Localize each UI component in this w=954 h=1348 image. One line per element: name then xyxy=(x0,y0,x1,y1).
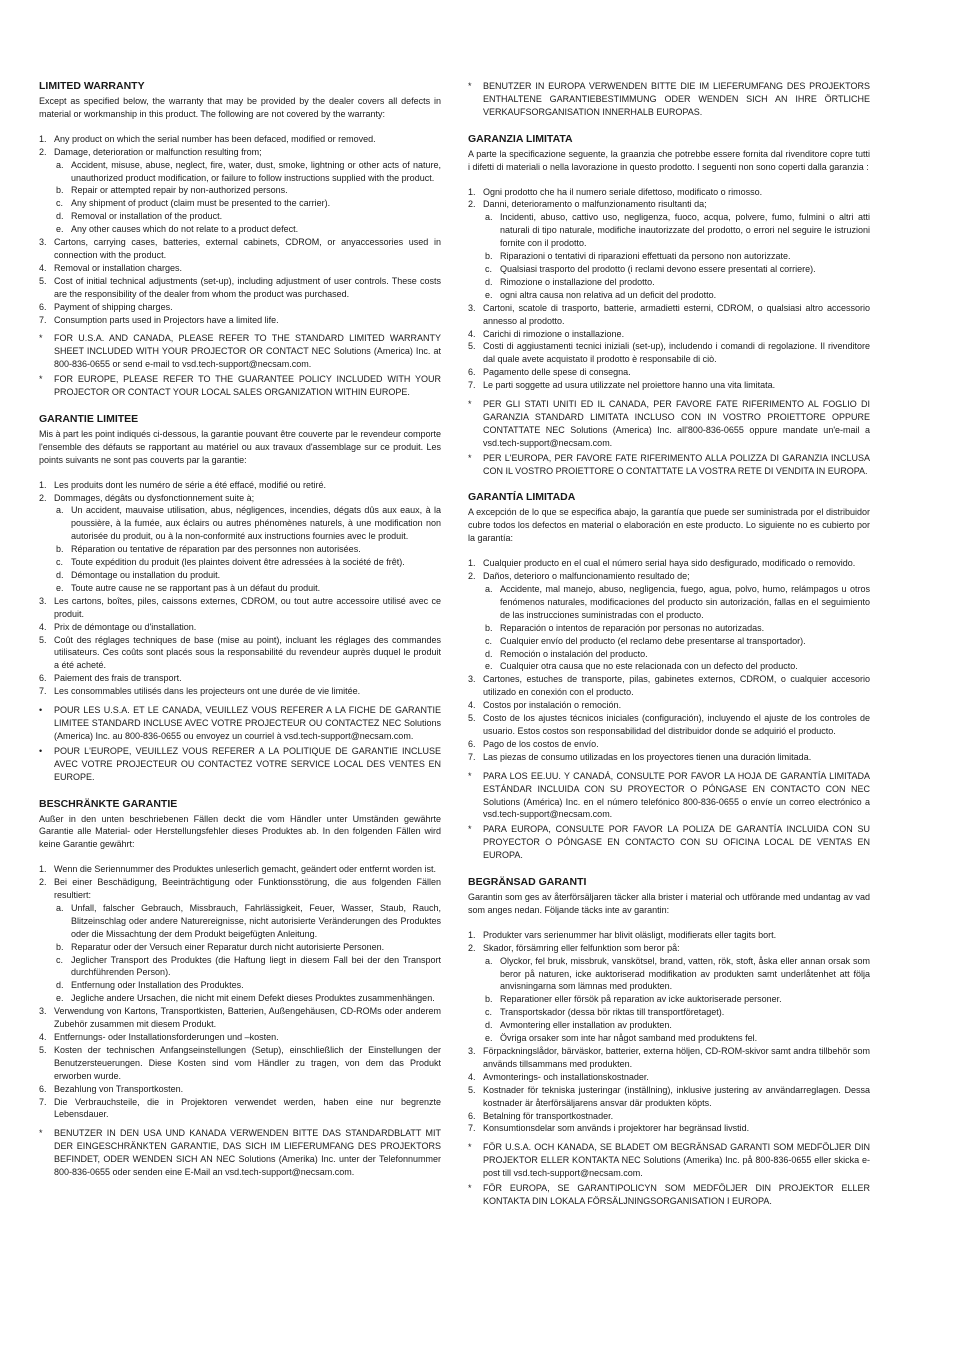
sub-item-letter: b. xyxy=(485,994,493,1005)
item-number: 2. xyxy=(39,146,47,157)
section-title: BESCHRÄNKTE GARANTIE xyxy=(39,797,178,810)
item-text: Pagamento delle spese di consegna. xyxy=(483,367,631,378)
exclusion-item xyxy=(468,751,870,764)
item-text: Kosten der technischen Anfangseinstellungen (Setup), einschließlich der Einstellungen der Benutzersteuerungen. Diese Kosten sind vom Händler zu tragen, von dem das Produkt erworben wurde. xyxy=(54,1044,441,1081)
item-number: 6. xyxy=(39,1083,47,1094)
sub-list xyxy=(483,583,870,673)
section-intro: Garantin som ges av återförsäljaren täcker alla brister i material och utförande med undantag av vad som anges nedan. Följande täcks inte av garantin: xyxy=(468,892,870,915)
exclusion-item xyxy=(39,685,441,698)
sub-item-letter: a. xyxy=(485,955,493,966)
item-number: 5. xyxy=(39,634,47,645)
exclusion-item xyxy=(468,186,870,199)
item-text: Betalning för transportkostnader. xyxy=(483,1110,614,1121)
regional-note xyxy=(468,1141,870,1180)
sub-item xyxy=(483,1006,870,1019)
sub-item-letter: b. xyxy=(56,544,64,555)
item-text: Coût des réglages techniques de base (mise au point), incluant les réglages des commandes utilisateurs. Ces coûts sont placés sous la responsabilité du revendeur auprès duquel le produit a été acheté. xyxy=(54,634,441,671)
note-marker: • xyxy=(39,705,43,716)
item-number: 3. xyxy=(39,237,47,248)
section-title: GARANTÍA LIMITADA xyxy=(468,491,576,504)
sub-item-text: Övriga orsaker som inte har något samband med produktens fel. xyxy=(500,1033,758,1044)
exclusion-item xyxy=(468,673,870,699)
item-number: 1. xyxy=(39,479,47,490)
item-text: Las piezas de consumo utilizadas en los proyectores tienen una duración limitada. xyxy=(483,751,812,762)
sub-item-letter: e. xyxy=(485,661,493,672)
sub-list xyxy=(54,159,441,236)
sub-item-text: Remoción o instalación del producto. xyxy=(500,648,648,659)
exclusion-item xyxy=(468,328,870,341)
sub-item-text: Transportskador (dessa bör riktas till transportföretaget). xyxy=(500,1007,725,1018)
exclusion-item xyxy=(468,699,870,712)
item-number: 6. xyxy=(39,673,47,684)
item-text: Förpackningslådor, bärväskor, batterier, externa höljen, CD-ROM-skivor samt andra tillbehör som används tillsammans med produkten. xyxy=(483,1046,870,1069)
sub-item-letter: b. xyxy=(56,185,64,196)
warranty-section xyxy=(468,876,870,1208)
item-number: 4. xyxy=(39,621,47,632)
sub-item xyxy=(54,556,441,569)
sub-item-text: Toute expédition du produit (les plaintes doivent être adressées à la société de frêt). xyxy=(71,557,405,568)
regional-note xyxy=(468,398,870,450)
exclusion-item xyxy=(468,379,870,392)
note-marker: • xyxy=(39,745,43,756)
regional-note xyxy=(468,823,870,862)
item-number: 2. xyxy=(468,199,476,210)
regional-note xyxy=(39,704,441,743)
note-text: PARA EUROPA, CONSULTE POR FAVOR LA POLIZA DE GARANTÍA INCLUIDA CON SU PROYECTOR O PÓNGASE EN CONTACTO CON SU OFICINA LOCAL DE VENTAS EN EUROPA. xyxy=(483,824,870,861)
item-text: Konsumtionsdelar som används i projektorer har begränsad livstid. xyxy=(483,1123,750,1134)
sub-item-text: Jegliche andere Ursachen, die nicht mit einem Defekt dieses Produktes zusammenhängen. xyxy=(71,993,435,1004)
item-number: 7. xyxy=(468,1123,476,1134)
exclusion-item xyxy=(468,302,870,328)
item-text: Entfernungs- oder Installationsforderungen und –kosten. xyxy=(54,1032,279,1042)
sub-item-text: Réparation ou tentative de réparation par des personnes non autorisées. xyxy=(71,544,361,555)
note-text: POUR LES U.S.A. ET LE CANADA, VEUILLEZ VOUS REFERER A LA FICHE DE GARANTIE LIMITEE STANDARD INCLUSE AVEC VOTRE PROJECTEUR OU CONTACTEZ NEC Solutions (America) Inc. au 800-836-0655 ou envoyez un courriel à vsd.tech-support@necsam.com. xyxy=(54,705,441,741)
exclusion-item xyxy=(39,314,441,327)
sub-item-letter: c. xyxy=(56,198,64,209)
note-text: FÖR EUROPA, SE GARANTIPOLICYN SOM MEDFÖLJER DIN PROJEKTOR ELLER KONTAKTA DIN LOKALA FÖRSÄLJNINGSORGANISATION I EUROPA. xyxy=(483,1183,870,1206)
sub-item-text: Démontage ou installation du produit. xyxy=(71,570,221,580)
item-text: Any product on which the serial number has been defaced, modified or removed. xyxy=(54,133,376,144)
section-intro: Except as specified below, the warranty that may be provided by the dealer covers all defects in material or workmanship in this product. The following are not covered by the warranty: xyxy=(39,96,441,119)
item-number: 4. xyxy=(39,1032,47,1042)
sub-item xyxy=(54,223,441,236)
sub-item-letter: d. xyxy=(56,211,64,222)
note-text: FOR EUROPE, PLEASE REFER TO THE GUARANTEE POLICY INCLUDED WITH YOUR PROJECTOR OR CONTACT YOUR LOCAL SALES ORGANIZATION WITHIN EUROPE. xyxy=(54,374,441,398)
regional-notes xyxy=(468,398,870,477)
sub-item-letter: d. xyxy=(485,276,493,287)
item-text: Paiement des frais de transport. xyxy=(54,673,182,684)
sub-item-letter: e. xyxy=(56,993,64,1004)
note-marker: * xyxy=(468,1142,472,1153)
exclusion-list xyxy=(468,929,870,1136)
sub-item-text: Incidenti, abuso, cattivo uso, negligenza, fuoco, acqua, polvere, fumo, fulmini o altri atti naturali di tipo naturale, modifiche inautorizzate del prodotto, o errori nel seguire le istruzioni fornite con il prodotto. xyxy=(500,212,870,249)
item-text: Avmonterings- och installationskostnader. xyxy=(483,1071,649,1082)
sub-item xyxy=(54,197,441,210)
item-number: 1. xyxy=(468,186,476,197)
sub-item-text: Any shipment of product (claim must be presented to the carrier). xyxy=(71,198,331,209)
sub-item-letter: a. xyxy=(56,159,64,170)
note-marker: * xyxy=(468,399,472,410)
sub-item xyxy=(483,250,870,263)
sub-list xyxy=(54,504,441,594)
exclusion-list xyxy=(39,863,441,1121)
sub-item-text: Toute autre cause ne se rapportant pas à un défaut du produit. xyxy=(71,582,321,593)
exclusion-list xyxy=(39,133,441,327)
exclusion-item xyxy=(39,492,441,595)
sub-item xyxy=(54,184,441,197)
item-number: 7. xyxy=(39,314,47,325)
note-marker: * xyxy=(468,81,472,91)
item-number: 1. xyxy=(468,929,476,940)
item-text: Ogni prodotto che ha il numero seriale difettoso, modificato o rimosso. xyxy=(483,186,763,197)
item-text: Consumption parts used in Projectors have a limited life. xyxy=(54,314,279,325)
sub-item-letter: c. xyxy=(56,954,64,965)
sub-list xyxy=(54,902,441,1005)
section-title: BEGRÄNSAD GARANTI xyxy=(468,876,587,889)
exclusion-item xyxy=(39,262,441,275)
item-text: Costos por instalación o remoción. xyxy=(483,700,622,711)
item-number: 3. xyxy=(39,595,47,606)
sub-item xyxy=(54,992,441,1005)
sub-item xyxy=(483,660,870,673)
item-text: Les consommables utilisés dans les projecteurs ont une durée de vie limitée. xyxy=(54,686,361,697)
item-number: 4. xyxy=(468,1071,476,1082)
item-number: 5. xyxy=(39,275,47,286)
regional-note xyxy=(468,1182,870,1208)
sub-item-text: Accident, misuse, abuse, neglect, fire, water, dust, smoke, lightning or other acts of nature, unauthorized product modification, or failure to follow instructions supplied with the product. xyxy=(71,159,441,183)
sub-item-text: Riparazioni o tentativi di riparazioni effettuati da persono non autorizzate. xyxy=(500,251,791,262)
section-title: GARANZIA LIMITATA xyxy=(468,132,573,145)
exclusion-list xyxy=(468,186,870,393)
exclusion-list xyxy=(468,557,870,764)
item-text: Dommages, dégâts ou dysfonctionnement suite à; xyxy=(54,492,255,503)
item-text: Cost of initial technical adjustments (set-up), including adjustment of user controls. These costs are the responsibility of the dealer from whom the product was purchased. xyxy=(54,275,441,299)
exclusion-list xyxy=(39,479,441,698)
regional-notes xyxy=(468,770,870,862)
exclusion-item xyxy=(39,275,441,301)
sub-item xyxy=(483,993,870,1006)
sub-item-text: Cualquier envío del producto (el reclamo debe presentarse al transportador). xyxy=(500,635,806,646)
exclusion-item xyxy=(468,557,870,570)
item-text: Cartons, carrying cases, batteries, external cabinets, CDROM, or anyaccessories used in connection with the product. xyxy=(54,237,441,260)
item-number: 1. xyxy=(39,133,47,144)
sub-item-letter: a. xyxy=(56,505,64,516)
exclusion-item xyxy=(39,1005,441,1031)
regional-note xyxy=(468,452,870,478)
regional-note xyxy=(39,1127,441,1179)
item-text: Produkter vars serienummer har blivit oläsligt, modifierats eller tagits bort. xyxy=(483,929,777,940)
sub-list xyxy=(483,955,870,1045)
item-number: 4. xyxy=(468,328,476,339)
sub-item-letter: c. xyxy=(485,635,493,646)
item-text: Cartones, estuches de transporte, pilas, gabinetes externos, CDROM, o cualquier accesorio utilizado en conexión con el producto. xyxy=(483,674,870,698)
item-number: 3. xyxy=(468,302,476,313)
regional-note xyxy=(39,332,441,371)
exclusion-item xyxy=(468,1110,870,1123)
item-text: Skador, försämring eller felfunktion som beror på: xyxy=(483,942,680,953)
warranty-section xyxy=(39,413,441,784)
note-marker: * xyxy=(468,452,472,463)
sub-item xyxy=(54,582,441,595)
item-text: Die Verbrauchsteile, die in Projektoren verwendet werden, haben eine nur begrenzte Lebensdauer. xyxy=(54,1096,441,1120)
sub-item-letter: b. xyxy=(485,251,493,262)
exclusion-item xyxy=(39,621,441,634)
sub-item-text: Reparatur oder der Versuch einer Reparatur durch nicht autorisierte Personen. xyxy=(71,941,385,952)
sub-item xyxy=(483,289,870,302)
sub-item xyxy=(54,954,441,980)
sub-item-text: Qualsiasi trasporto del prodotto (i reclami devono essere presentati al corriere). xyxy=(500,263,816,274)
note-marker: * xyxy=(468,824,472,835)
exclusion-item xyxy=(39,876,441,1005)
note-marker: * xyxy=(39,333,43,344)
note-text: POUR L'EUROPE, VEUILLEZ VOUS REFERER A LA POLITIQUE DE GARANTIE INCLUSE AVEC VOTRE PROJECTEUR OU CONTACTEZ VOTRE SERVICE LOCAL DES VENTES EN EUROPE. xyxy=(54,745,441,782)
warranty-section xyxy=(468,133,870,478)
sub-item-text: ogni altra causa non relativa ad un deficit del prodotto. xyxy=(500,289,717,300)
section-intro: A parte la specificazione seguente, la graanzia che potrebbe essere fornita dal rivenditore copre tutti i difetti di materiali o nella lavorazione in questo prodotto. I seguenti non sono coperti dalla garanzia : xyxy=(468,148,870,172)
exclusion-item xyxy=(468,929,870,942)
item-text: Danni, deterioramento o malfunzionamento risultanti da; xyxy=(483,199,707,210)
exclusion-item xyxy=(468,340,870,366)
sub-item xyxy=(483,276,870,289)
sub-item-letter: d. xyxy=(485,648,493,659)
item-number: 2. xyxy=(468,571,476,582)
item-number: 3. xyxy=(468,674,476,685)
right-column xyxy=(468,80,870,1222)
note-text: BENUTZER IN DEN USA UND KANADA VERWENDEN BITTE DAS STANDARDBLATT MIT DER EINGESCHRÄNKTEN GARANTIE, DAS SICH IM LIEFERUMFANG DES PROJEKTORS BEFINDET, ODER WENDEN SICH AN NEC Solutions (Amerika) Inc. unter der Telefonnummer 800-836-0655 oder senden eine E-Mail an vsd.tech-support@necsam.com. xyxy=(54,1128,441,1178)
item-number: 7. xyxy=(39,686,47,697)
exclusion-item xyxy=(39,1083,441,1096)
sub-item-letter: a. xyxy=(485,584,493,594)
item-number: 6. xyxy=(468,367,476,378)
item-number: 1. xyxy=(39,864,47,875)
regional-note xyxy=(468,80,870,119)
exclusion-item xyxy=(39,1044,441,1083)
sub-item-letter: b. xyxy=(485,622,493,633)
sub-item-letter: b. xyxy=(56,941,64,952)
exclusion-item xyxy=(468,198,870,301)
item-text: Verwendung von Kartons, Transportkisten, Batterien, Außengehäusen, CD-ROMs oder anderem Zubehör zusammen mit diesem Produkt. xyxy=(54,1006,441,1030)
sub-item xyxy=(54,941,441,954)
note-text: BENUTZER IN EUROPA VERWENDEN BITTE DIE IM LIEFERUMFANG DES PROJEKTORS ENTHALTENE GARANTIEBESTIMMUNG ODER WENDEN SICH AN IHRE ÖRTLICHE VERKAUFSORGANISATION INNERHALB EUROPAS. xyxy=(483,81,870,117)
exclusion-item xyxy=(39,301,441,314)
regional-notes xyxy=(39,1127,441,1179)
sub-item xyxy=(54,569,441,582)
exclusion-item xyxy=(39,863,441,876)
exclusion-item xyxy=(468,942,870,1045)
item-text: Costi di aggiustamenti tecnici iniziali (set-up), includendo i comandi di regolazione. Il rivenditore dal quale avete acquistato il prodotto è responsabile di ciò. xyxy=(483,341,870,365)
sub-item xyxy=(483,1032,870,1045)
section-intro: A excepción de lo que se especifica abajo, la garantía que puede ser suministrada por el distribuidor cubre todos los defectos en material o elaboración en este producto. Lo siguiente no es cubierto por la garantía: xyxy=(468,507,870,544)
item-text: Cualquier producto en el cual el número serial haya sido desfigurado, modificado o removido. xyxy=(483,558,856,569)
item-number: 5. xyxy=(468,713,476,724)
sub-item-text: Repair or attempted repair by non-authorized persons. xyxy=(71,185,288,196)
item-text: Les produits dont les numéro de série a été effacé, modifié ou retiré. xyxy=(54,479,326,490)
sub-item-letter: a. xyxy=(485,212,493,223)
sub-item xyxy=(54,979,441,992)
item-number: 6. xyxy=(468,738,476,749)
exclusion-item xyxy=(39,634,441,673)
sub-item-text: Reparationer eller försök på reparation av icke auktoriserade personer. xyxy=(500,994,782,1005)
item-text: Le parti soggette ad usura utilizzate nel proiettore hanno una vita limitata. xyxy=(483,380,776,391)
sub-item xyxy=(54,159,441,185)
section-intro: Außer in den unten beschriebenen Fällen deckt die vom Händler unter Umständen gewährte Garantie alle Material- oder Herstellungsfehler dieses Produktes ab. In den folgenden Fällen wird keine Garantie gewährt: xyxy=(39,813,441,850)
sub-item-text: Un accident, mauvaise utilisation, abus, négligences, incendies, dégats dûs aux eaux, à la poussière, à la fumée, aux éclairs ou autres phénomènes naturels, à une modification non autorisée du produit, ou à la non-conformité aux instructions fournies avec le produit. xyxy=(71,505,441,542)
sub-item xyxy=(483,263,870,276)
item-number: 7. xyxy=(39,1096,47,1107)
sub-item-letter: c. xyxy=(485,263,493,274)
item-number: 2. xyxy=(39,877,47,888)
sub-item-text: Reparación o intentos de reparación por personas no autorizadas. xyxy=(500,622,765,633)
left-column xyxy=(39,80,441,1193)
item-number: 5. xyxy=(468,1084,476,1095)
item-text: Cartoni, scatole di trasporto, batterie, armadietti esterni, CDROM, o qualsiasi altro accessorio annesso al prodotto. xyxy=(483,302,870,326)
exclusion-item xyxy=(39,1031,441,1044)
sub-item-text: Avmontering eller installation av produkten. xyxy=(500,1020,672,1031)
sub-item-letter: d. xyxy=(56,980,64,991)
note-text: FÖR U.S.A. OCH KANADA, SE BLADET OM BEGRÄNSAD GARANTI SOM MEDFÖLJER DIN PROJEKTOR ELLER KONTAKTA NEC Solutions (Amerika) Inc. på 800-836-0655 eller skicka e-post till vsd.tech-support@necsam.com. xyxy=(483,1142,870,1179)
item-number: 7. xyxy=(468,380,476,391)
item-text: Daños, deterioro o malfuncionamiento resultado de; xyxy=(483,571,690,582)
item-number: 5. xyxy=(39,1044,47,1055)
sub-item-letter: e. xyxy=(56,582,64,593)
sub-item xyxy=(483,955,870,994)
sub-list xyxy=(483,211,870,301)
sub-item xyxy=(483,211,870,250)
item-number: 4. xyxy=(468,700,476,711)
sub-item-letter: c. xyxy=(56,557,64,568)
regional-note xyxy=(468,770,870,822)
sub-item xyxy=(54,543,441,556)
item-number: 3. xyxy=(39,1006,47,1017)
sub-item xyxy=(54,902,441,941)
sub-item-letter: d. xyxy=(485,1020,493,1031)
item-text: Costo de los ajustes técnicos iniciales (configuración), incluyendo el ajuste de los controles de usuario. Estos costos son responsabilidad del distribuidor donde se adquirió el producto. xyxy=(483,713,870,736)
item-text: Wenn die Seriennummer des Produktes unleserlich gemacht, geändert oder entfernt worden ist. xyxy=(54,864,437,875)
sub-item xyxy=(483,583,870,622)
sub-item xyxy=(54,210,441,223)
sub-item-text: Accidente, mal manejo, abuso, negligencia, fuego, agua, polvo, humo, relámpagos u otros fenómenos naturales, modificaciones del producto sin autorización, fallas en el seguimiento de las instrucciones suministradas con el producto. xyxy=(500,584,870,620)
item-text: Bei einer Beschädigung, Beeinträchtigung oder Funktionsstörung, die aus folgenden Fällen resultiert: xyxy=(54,877,441,901)
warranty-section xyxy=(39,80,441,399)
sub-item xyxy=(483,635,870,648)
sub-item-letter: e. xyxy=(485,1033,493,1044)
item-number: 6. xyxy=(39,301,47,312)
item-number: 2. xyxy=(39,492,47,503)
sub-item-text: Rimozione o installazione del prodotto. xyxy=(500,276,655,287)
exclusion-item xyxy=(468,1122,870,1135)
exclusion-item xyxy=(468,570,870,673)
sub-item xyxy=(483,1019,870,1032)
exclusion-item xyxy=(39,236,441,262)
item-number: 3. xyxy=(468,1046,476,1056)
sub-item-text: Jeglicher Transport des Produktes (die Haftung liegt in diesem Fall bei der den Transport durchführenden Person). xyxy=(71,954,441,978)
exclusion-item xyxy=(468,1071,870,1084)
sub-item-letter: c. xyxy=(485,1007,493,1018)
regional-notes xyxy=(39,704,441,783)
item-number: 1. xyxy=(468,558,476,569)
sub-item xyxy=(483,622,870,635)
sub-item-letter: e. xyxy=(56,224,64,235)
sub-item-text: Cualquier otra causa que no este relacionada con un defecto del producto. xyxy=(500,661,798,672)
note-text: PARA LOS EE.UU. Y CANADÁ, CONSULTE POR FAVOR LA HOJA DE GARANTÍA LIMITADA ESTÁNDAR INCLUIDA CON SU PROYECTOR O PÓNGASE EN CONTACTO CON NEC Solutions (América) Inc. en el número telefónico 800-836-0655 o envíe un correo electrónico a vsd.tech-support@necsam.com. xyxy=(483,770,870,820)
sub-item-text: Unfall, falscher Gebrauch, Missbrauch, Fahrlässigkeit, Feuer, Wasser, Staub, Rauch, Blitzeinschlag oder andere Naturereignisse, nicht autorisierte Veränderungen des Produktes oder die Missachtung der dem Produkt beigefügten Anleitung. xyxy=(71,902,441,939)
item-text: Bezahlung von Transportkosten. xyxy=(54,1083,184,1094)
exclusion-item xyxy=(39,479,441,492)
exclusion-item xyxy=(39,146,441,236)
exclusion-item xyxy=(468,1084,870,1110)
sub-item-letter: a. xyxy=(56,902,64,913)
note-marker: * xyxy=(39,374,43,385)
regional-notes xyxy=(468,80,870,119)
sub-item xyxy=(483,648,870,661)
note-text: FOR U.S.A. AND CANADA, PLEASE REFER TO THE STANDARD LIMITED WARRANTY SHEET INCLUDED WITH YOUR PROJECTOR OR CONTACT NEC Solutions (America) Inc. at 800-836-0655 or send e-mail to vsd.tech-support@necsam.com. xyxy=(54,333,441,370)
item-text: Prix de démontage ou d'installation. xyxy=(54,621,197,632)
sub-item-text: Any other causes which do not relate to a product defect. xyxy=(71,224,299,235)
item-text: Removal or installation charges. xyxy=(54,262,183,273)
sub-item xyxy=(54,504,441,543)
item-text: Carichi di rimozione o installazione. xyxy=(483,328,625,339)
section-title: GARANTIE LIMITEE xyxy=(39,412,139,425)
exclusion-item xyxy=(39,133,441,146)
item-text: Damage, deterioration or malfunction resulting from; xyxy=(54,146,262,157)
regional-note xyxy=(39,745,441,784)
regional-note xyxy=(39,373,441,399)
exclusion-item xyxy=(39,1096,441,1122)
sub-item-letter: e. xyxy=(485,289,493,300)
warranty-section xyxy=(39,798,441,1179)
exclusion-item xyxy=(468,738,870,751)
item-text: Pago de los costos de envío. xyxy=(483,738,599,749)
exclusion-item xyxy=(468,1045,870,1071)
warranty-section xyxy=(468,491,870,862)
section-intro: Mis à part les point indiqués ci-dessous, la garantie pouvant être couverte par le revendeur comporte l'ensemble des défauts se rapportant au matériel ou aux travaux d'assemblage sur ce produit. Les points suivants ne sont pas couverts par la garantie: xyxy=(39,428,441,465)
exclusion-item xyxy=(39,672,441,685)
note-text: PER L'EUROPA, PER FAVORE FATE RIFERIMENTO ALLA POLIZZA DI GARANZIA INCLUSA CON IL VOSTRO PROIETTORE O CONTATTATE LA VOSTRA RETE DI VENDITA IN EUROPA. xyxy=(483,452,870,476)
sub-item-text: Olyckor, fel bruk, missbruk, vanskötsel, brand, vatten, rök, stoft, åska eller annan orsak som beror på naturen, icke auktoriserad modifikation av produkten samt underlåtenhet att följa anvisningarna som lämnas med produkten. xyxy=(500,955,870,992)
item-text: Kostnader för tekniska justeringar (inställning), inklusive justering av användarreglagen. Dessa kostnader är återförsäljarens ansvar där produkten köpts. xyxy=(483,1084,870,1108)
regional-notes xyxy=(468,1141,870,1208)
item-number: 2. xyxy=(468,942,476,953)
item-text: Payment of shipping charges. xyxy=(54,301,173,312)
note-marker: * xyxy=(468,1183,472,1194)
item-number: 4. xyxy=(39,262,47,273)
section-title: LIMITED WARRANTY xyxy=(39,80,145,92)
sub-item-letter: d. xyxy=(56,570,64,580)
item-number: 5. xyxy=(468,341,476,352)
sub-item-text: Entfernung oder Installation des Produktes. xyxy=(71,980,244,991)
note-text: PER GLI STATI UNITI ED IL CANADA, PER FAVORE FATE RIFERIMENTO AL FOGLIO DI GARANZIA STANDARD LIMITATA INCLUSO CON IN VOSTRO PROIETTORE OPPURE CONTATTATE NEC Solutions (America) Inc. all'800-836-0655 oppure mandate un'e-mail a vsd.tech-support@necsam.com. xyxy=(483,399,870,448)
item-number: 7. xyxy=(468,751,476,762)
item-text: Les cartons, boîtes, piles, caissons externes, CDROM, ou tout autre accessoire utilisé avec ce produit. xyxy=(54,595,441,619)
note-marker: * xyxy=(468,770,472,781)
exclusion-item xyxy=(468,712,870,738)
item-number: 6. xyxy=(468,1110,476,1121)
warranty-section xyxy=(468,80,870,119)
exclusion-item xyxy=(468,366,870,379)
sub-item-text: Removal or installation of the product. xyxy=(71,211,223,222)
exclusion-item xyxy=(39,595,441,621)
regional-notes xyxy=(39,332,441,399)
note-marker: * xyxy=(39,1128,43,1139)
